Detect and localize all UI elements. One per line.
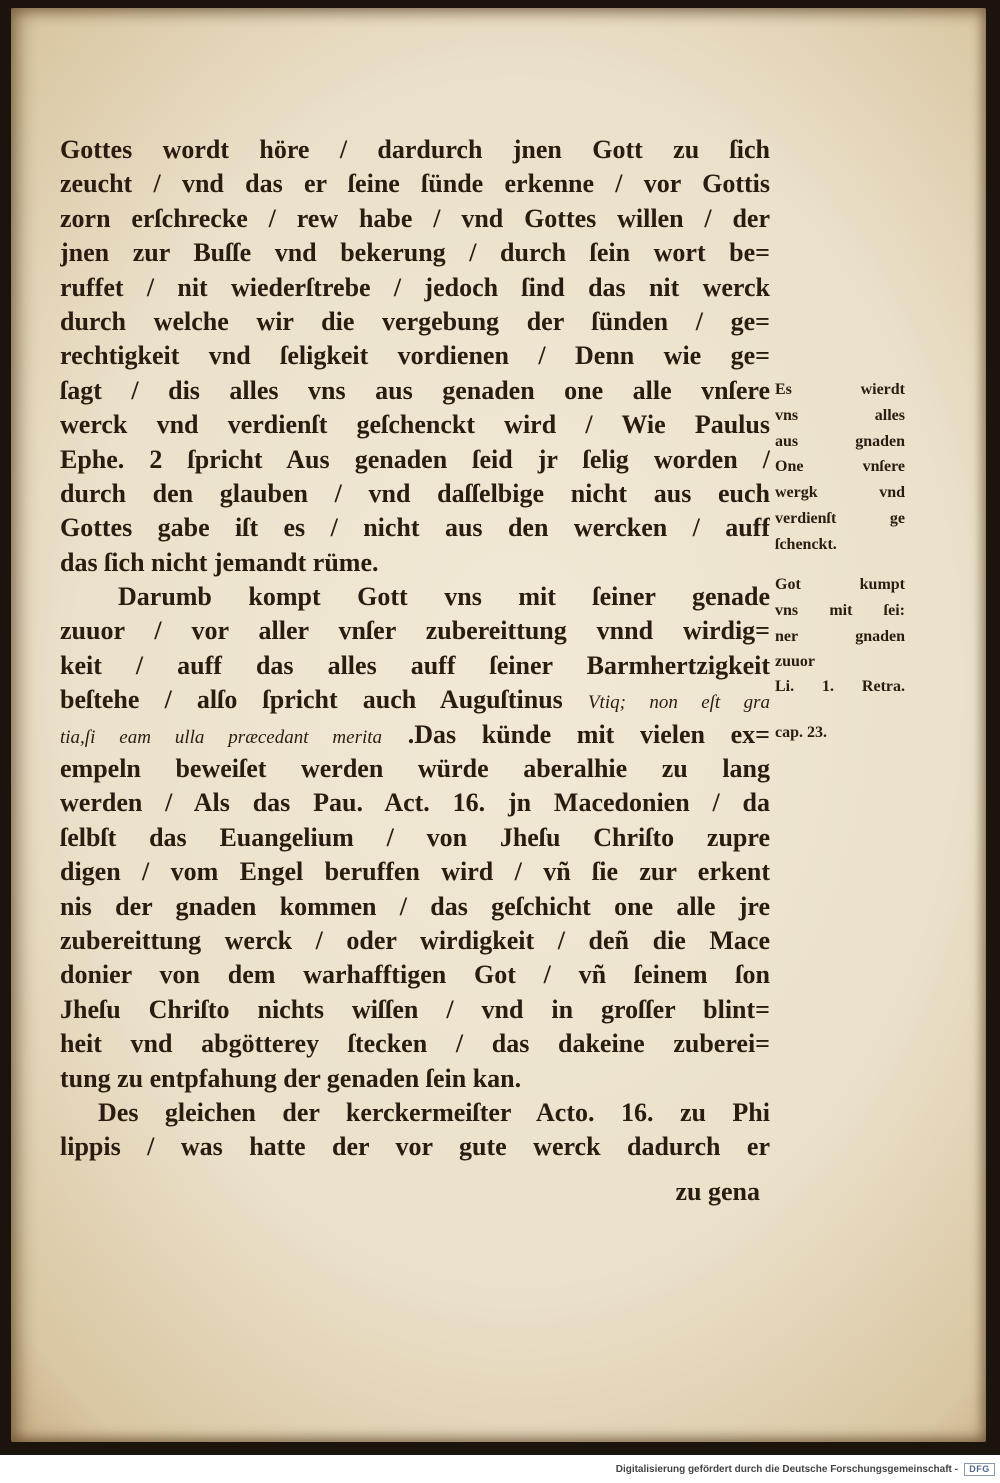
text-line: Darumb kompt Gott vns mit ſeiner genade [118, 582, 770, 612]
marginal-note-line: ſchenckt. [775, 535, 837, 553]
text-line: donier von dem warhafftigen Got / vñ ſeinem ſon [60, 960, 770, 990]
marginal-note-line: Got kumpt [775, 576, 905, 593]
marginal-reference [775, 664, 905, 756]
text-line: ſelbſt das Euangelium / von Jheſu Chriſto zupre [60, 822, 770, 852]
text-line: zorn erſchrecke / rew habe / vnd Gottes willen / der [60, 203, 770, 233]
dfg-logo-icon: DFG [964, 1463, 995, 1476]
text-line: ruffet / nit wiederſtrebe / jedoch ſind das nit werck [60, 272, 770, 302]
text-line: Des gleichen der kerckermeiſter Acto. 16. zu Phi [98, 1097, 770, 1127]
text-line [60, 683, 770, 717]
text-line-vernacular: .Das künde mit vielen ex= [407, 719, 770, 749]
text-line: werden / Als das Pau. Act. 16. jn Macedonien / da [60, 788, 770, 818]
text-line: durch welche wir die vergebung der ſünden / ge= [60, 306, 770, 336]
text-line: tung zu entpfahung der genaden ſein kan. [60, 1063, 522, 1093]
text-line: werck vnd verdienſt geſchenckt wird / Wie Paulus [60, 410, 770, 440]
latin-quotation: tia,ſi eam ulla præcedant merita [60, 726, 383, 748]
text-line: heit vnd abgötterey ſtecken / das dakeine zuberei= [60, 1029, 770, 1059]
text-line: Gottes wordt höre / dardurch jnen Gott zu ſich [60, 135, 770, 164]
footer-bar [0, 1455, 1000, 1483]
marginal-note-line: One vnſere [775, 458, 905, 476]
latin-quotation: Vtiq; non eſt gra [587, 692, 770, 714]
text-line [60, 718, 770, 752]
marginal-note-line: vns mit ſei: [775, 601, 905, 619]
text-line: zuuor / vor aller vnſer zubereittung vnnd wirdig= [60, 616, 770, 646]
marginal-note-line: Li. 1. Retra. [775, 678, 905, 695]
text-line: keit / auff das alles auff ſeiner Barmhertzigkeit [60, 650, 770, 680]
text-line-vernacular: beſtehe / alſo ſpricht auch Auguſtinus [60, 685, 563, 715]
text-line: zeucht / vnd das er ſeine ſünde erkenne / vor Gottis [60, 169, 770, 199]
text-line: das ſich nicht jemandt rüme. [60, 547, 379, 577]
marginal-note [775, 572, 905, 675]
main-text-block [60, 133, 770, 1165]
text-line: digen / vom Engel beruffen wird / vñ ſie zur erkent [60, 857, 770, 887]
text-line: jnen zur Buſſe vnd bekerung / durch ſein wort be= [60, 238, 770, 268]
marginal-note-line: ner gnaden [775, 627, 905, 645]
text-line: rechtigkeit vnd ſeligkeit vordienen / Denn wie ge= [60, 341, 770, 371]
marginal-note-line: zuuor [775, 653, 815, 671]
text-line: lippis / was hatte der vor gute werck dadurch er [60, 1132, 770, 1162]
catchword: zu gena [675, 1177, 760, 1206]
text-line: Jheſu Chriſto nichts wiſſen / vnd in groſſer blint= [60, 994, 770, 1024]
text-line: durch den glauben / vnd daſſelbige nicht aus euch [60, 478, 770, 508]
marginal-note-line: aus gnaden [775, 432, 905, 450]
text-line: nis der gnaden kommen / das geſchicht one alle jre [60, 891, 770, 921]
text-line: Ephe. 2 ſpricht Aus genaden ſeid jr ſelig worden / [60, 444, 770, 474]
text-line: empeln beweiſet werden würde aberalhie zu lang [60, 754, 770, 784]
marginal-note [775, 377, 905, 558]
marginal-note-line: cap. 23. [775, 724, 827, 741]
text-line: ſagt / dis alles vns aus genaden one alle vnſere [60, 375, 770, 405]
marginal-note-line: Es wierdt [775, 381, 905, 398]
marginal-note-line: verdienſt ge [775, 509, 905, 527]
marginal-note-line: vns alles [775, 406, 905, 424]
text-line: zubereittung werck / oder wirdigkeit / deñ die Mace [60, 925, 770, 955]
funding-credit: Digitalisierung gefördert durch die Deutsche Forschungsgemeinschaft - [615, 1464, 958, 1475]
text-line: Gottes gabe iſt es / nicht aus den wercken / auff [60, 513, 770, 543]
marginal-note-line: wergk vnd [775, 484, 905, 502]
